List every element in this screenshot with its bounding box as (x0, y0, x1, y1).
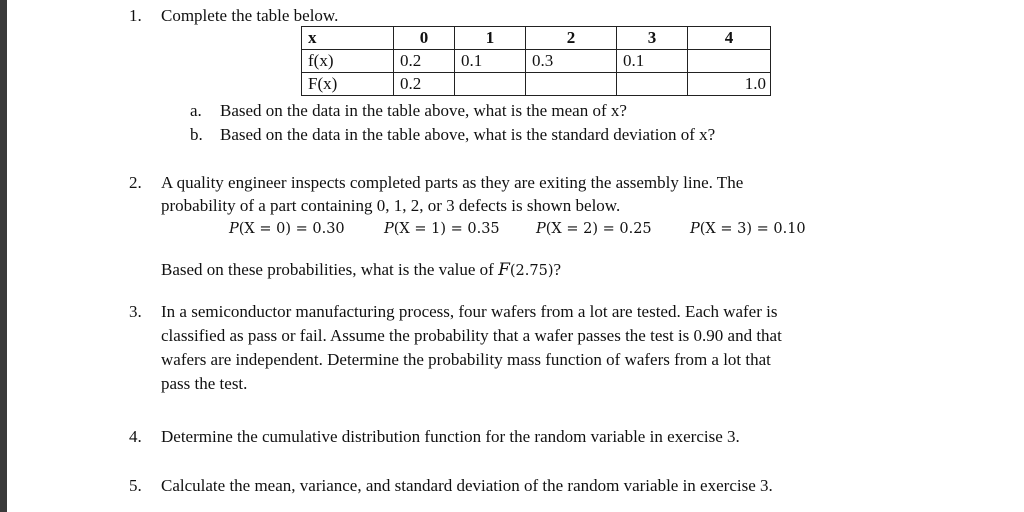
q5-number: 5. (129, 476, 142, 495)
q3-line: classified as pass or fail. Assume the probability that a wafer passes the test is 0.90 and that (161, 326, 782, 345)
probability-table (301, 26, 771, 96)
table-header-cell: x (302, 27, 394, 50)
prob-expr: (X = 1) = 0.35 (393, 221, 500, 237)
table-header-cell: 0 (394, 27, 455, 50)
q3-line: wafers are independent. Determine the probability mass function of wafers from a lot that (161, 350, 771, 369)
q4-text: Determine the cumulative distribution function for the random variable in exercise 3. (161, 427, 740, 446)
q5-text: Calculate the mean, variance, and standard deviation of the random variable in exercise 3. (161, 476, 773, 495)
table-cell (455, 73, 526, 96)
q2-prob-2 (536, 217, 652, 241)
q1-number: 1. (129, 6, 142, 25)
q2-question-text: Based on these probabilities, what is the value of (161, 260, 499, 279)
prob-expr: (X = 2) = 0.25 (545, 221, 652, 237)
q2-number: 2. (129, 173, 142, 192)
left-edge-bar (0, 0, 7, 512)
table-cell: 0.1 (455, 50, 526, 73)
prob-symbol: P (229, 221, 239, 237)
table-header-cell: 2 (526, 27, 617, 50)
prob-symbol: P (384, 221, 394, 237)
table-cell (526, 73, 617, 96)
q1b-text: Based on the data in the table above, what is the standard deviation of x? (220, 125, 716, 144)
prob-symbol: P (536, 221, 546, 237)
prob-expr: (X = 3) = 0.10 (699, 221, 806, 237)
q1a-text: Based on the data in the table above, what is the mean of x? (220, 101, 627, 120)
cdf-argument: (2.75) (509, 263, 554, 279)
table-header-row (302, 27, 771, 50)
q2-line1: A quality engineer inspects completed parts as they are exiting the assembly line. The (161, 173, 744, 192)
q1b-label: b. (190, 125, 203, 144)
q2-line2: probability of a part containing 0, 1, 2, or 3 defects is shown below. (161, 196, 621, 215)
table-cell (688, 50, 771, 73)
table-cell (617, 73, 688, 96)
q4-number: 4. (129, 427, 142, 446)
table-cell: 1.0 (688, 73, 771, 96)
q2-prob-1 (384, 217, 500, 241)
table-cell: 0.2 (394, 50, 455, 73)
q2-prob-3 (690, 217, 806, 241)
table-cell: 0.1 (617, 50, 688, 73)
table-row (302, 73, 771, 96)
q3-number: 3. (129, 302, 142, 321)
q2-prob-0 (229, 217, 345, 241)
q1a-label: a. (190, 101, 202, 120)
cdf-symbol: F (498, 260, 510, 280)
q2-question-mark: ? (553, 260, 562, 279)
table-row (302, 50, 771, 73)
prob-expr: (X = 0) = 0.30 (238, 221, 345, 237)
table-header-cell: 1 (455, 27, 526, 50)
prob-symbol: P (690, 221, 700, 237)
q3-line: In a semiconductor manufacturing process, four wafers from a lot are tested. Each wafer is (161, 302, 778, 321)
q1-text: Complete the table below. (161, 6, 339, 25)
table-header-cell: 3 (617, 27, 688, 50)
table-cell: 0.2 (394, 73, 455, 96)
q3-line: pass the test. (161, 374, 248, 393)
q2-question (161, 258, 561, 283)
table-cell: 0.3 (526, 50, 617, 73)
table-row-label: F(x) (302, 73, 394, 96)
table-row-label: f(x) (302, 50, 394, 73)
table-header-cell: 4 (688, 27, 771, 50)
